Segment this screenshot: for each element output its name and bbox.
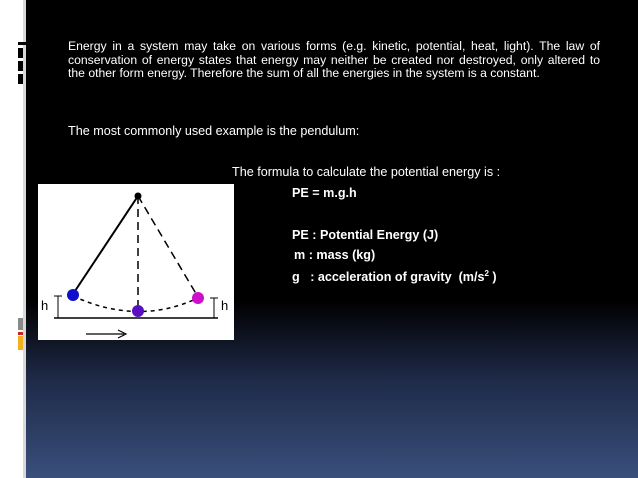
left-bob <box>67 289 79 301</box>
pendulum-diagram <box>38 184 234 340</box>
definition-g-text: g : acceleration of gravity (m/s <box>292 270 485 285</box>
height-label-right: h <box>221 298 229 313</box>
definition-g <box>292 269 497 284</box>
definition-m: m : mass (kg) <box>294 248 376 262</box>
pivot-point <box>135 193 142 200</box>
height-label-left: h <box>41 298 49 313</box>
definition-g-close: ) <box>488 270 497 285</box>
string-right <box>138 196 198 297</box>
paragraph-conservation: Energy in a system may take on various forms (e.g. kinetic, potential, heat, light). The law of conservation of energy states that energy may neither be created nor destroyed, only altered to the other form energy. Therefore the sum of all the energies in the system is a constant. <box>68 39 600 81</box>
center-bob <box>132 305 144 317</box>
definition-pe: PE : Potential Energy (J) <box>292 228 439 242</box>
definition-g-exponent: 2 <box>484 269 489 278</box>
accent-mark-gray <box>18 318 23 330</box>
string-left <box>73 196 138 294</box>
top-decoration-icon <box>18 42 26 84</box>
pendulum-svg <box>38 184 234 340</box>
formula: PE = m.g.h <box>292 186 357 200</box>
formula-intro: The formula to calculate the potential energy is : <box>232 165 501 179</box>
accent-mark-yellow <box>18 336 23 350</box>
right-bob <box>192 292 204 304</box>
paragraph-example: The most commonly used example is the pendulum: <box>68 124 360 138</box>
accent-mark-red <box>18 332 23 335</box>
